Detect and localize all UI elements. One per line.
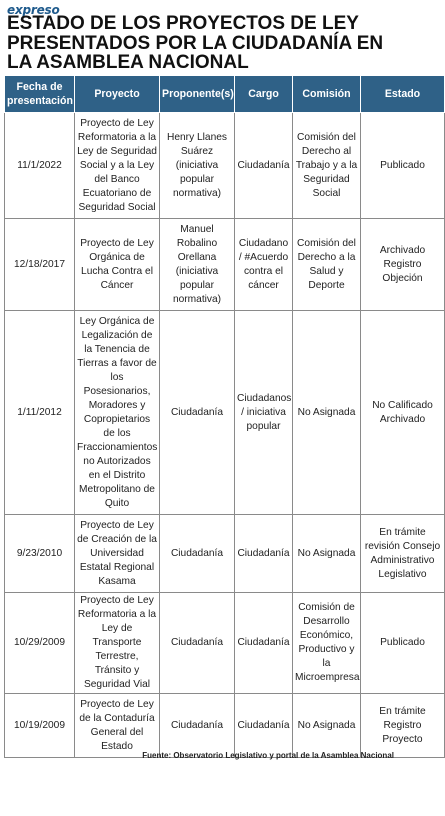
cell-proyecto: Proyecto de Ley de la Contaduría General del Estado bbox=[75, 694, 160, 758]
cell-cargo: Ciudadanía bbox=[235, 694, 293, 758]
cell-comision: Comisión del Derecho a la Salud y Deporte bbox=[293, 219, 361, 311]
cell-proponente: Manuel Robalino Orellana (iniciativa popular normativa) bbox=[160, 219, 235, 311]
cell-cargo: Ciudadanos / iniciativa popular bbox=[235, 311, 293, 515]
projects-table bbox=[4, 75, 445, 758]
cell-fecha: 9/23/2010 bbox=[5, 515, 75, 593]
cell-proponente: Ciudadanía bbox=[160, 694, 235, 758]
cell-comision: Comisión del Derecho al Trabajo y a la Seguridad Social bbox=[293, 113, 361, 219]
cell-fecha: 1/11/2012 bbox=[5, 311, 75, 515]
cell-cargo: Ciudadano / #Acuerdo contra el cáncer bbox=[235, 219, 293, 311]
column-header-cargo: Cargo bbox=[235, 76, 293, 113]
column-header-proponente: Proponente(s) bbox=[160, 76, 235, 113]
column-header-estado: Estado bbox=[361, 76, 445, 113]
table-row bbox=[5, 593, 445, 694]
cell-proponente: Ciudadanía bbox=[160, 311, 235, 515]
table-row bbox=[5, 515, 445, 593]
cell-fecha: 12/18/2017 bbox=[5, 219, 75, 311]
cell-estado: Publicado bbox=[361, 593, 445, 694]
cell-estado: En trámite revisión Consejo Administrativo Legislativo bbox=[361, 515, 445, 593]
cell-estado: Archivado Registro Objeción bbox=[361, 219, 445, 311]
table-row bbox=[5, 113, 445, 219]
source-note: Fuente: Observatorio Legislativo y portal de la Asamblea Nacional bbox=[142, 751, 394, 760]
table-row bbox=[5, 311, 445, 515]
cell-proponente: Ciudadanía bbox=[160, 515, 235, 593]
cell-cargo: Ciudadanía bbox=[235, 593, 293, 694]
column-header-comision: Comisión bbox=[293, 76, 361, 113]
cell-cargo: Ciudadanía bbox=[235, 515, 293, 593]
cell-estado: No Calificado Archivado bbox=[361, 311, 445, 515]
cell-proyecto: Proyecto de Ley de Creación de la Universidad Estatal Regional Kasama bbox=[75, 515, 160, 593]
column-header-fecha: Fecha de presentación bbox=[5, 76, 75, 113]
table-row bbox=[5, 694, 445, 758]
cell-proyecto: Ley Orgánica de Legalización de la Tenencia de Tierras a favor de los Posesionarios, Moradores y Copropietarios de los Fraccionamientos no Autorizados en el Distrito Metropolitano de Quito bbox=[75, 311, 160, 515]
brand-logo: expreso bbox=[7, 3, 60, 17]
cell-comision: No Asignada bbox=[293, 694, 361, 758]
table-header-row bbox=[5, 76, 445, 113]
cell-fecha: 10/19/2009 bbox=[5, 694, 75, 758]
table-row bbox=[5, 219, 445, 311]
page-title: ESTADO DE LOS PROYECTOS DE LEY PRESENTADOS POR LA CIUDADANÍA EN LA ASAMBLEA NACIONAL bbox=[7, 13, 384, 73]
cell-proyecto: Proyecto de Ley Reformatoria a la Ley de Transporte Terrestre, Tránsito y Seguridad Vial bbox=[75, 593, 160, 694]
cell-proyecto: Proyecto de Ley Orgánica de Lucha Contra el Cáncer bbox=[75, 219, 160, 311]
cell-proyecto: Proyecto de Ley Reformatoria a la Ley de Seguridad Social y a la Ley del Banco Ecuatoriano de Seguridad Social bbox=[75, 113, 160, 219]
cell-comision: Comisión de Desarrollo Económico, Productivo y la Microempresa bbox=[293, 593, 361, 694]
cell-fecha: 11/1/2022 bbox=[5, 113, 75, 219]
cell-comision: No Asignada bbox=[293, 515, 361, 593]
projects-table-container bbox=[4, 75, 441, 752]
cell-proponente: Ciudadanía bbox=[160, 593, 235, 694]
cell-estado: En trámite Registro Proyecto bbox=[361, 694, 445, 758]
cell-comision: No Asignada bbox=[293, 311, 361, 515]
cell-fecha: 10/29/2009 bbox=[5, 593, 75, 694]
cell-estado: Publicado bbox=[361, 113, 445, 219]
cell-proponente: Henry Llanes Suárez (iniciativa popular normativa) bbox=[160, 113, 235, 219]
cell-cargo: Ciudadanía bbox=[235, 113, 293, 219]
column-header-proyecto: Proyecto bbox=[75, 76, 160, 113]
